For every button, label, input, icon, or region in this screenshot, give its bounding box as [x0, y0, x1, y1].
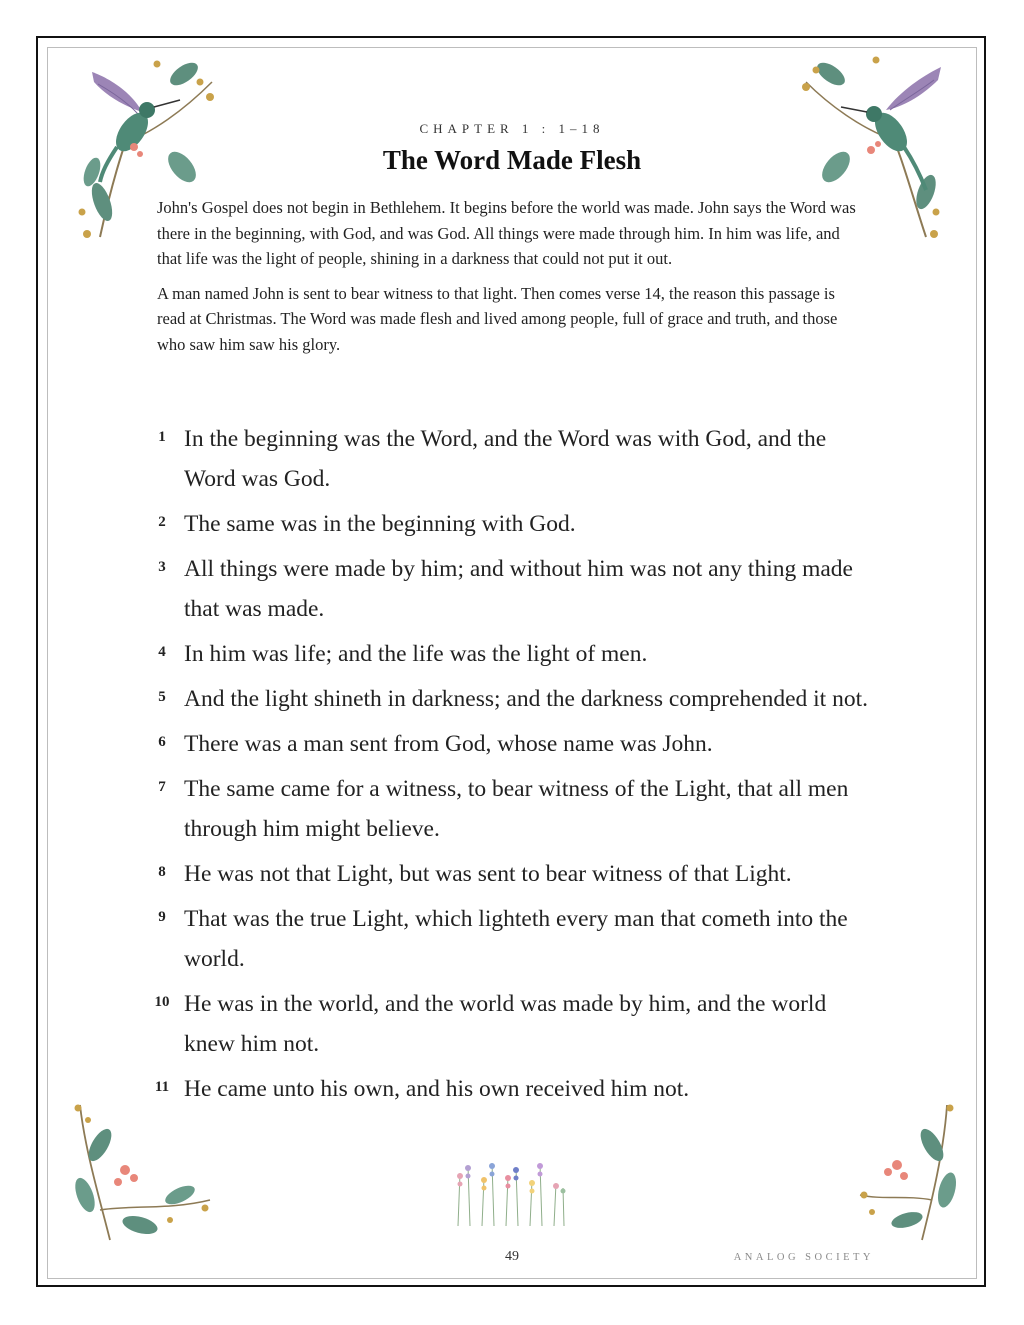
verse-number: 5 [158, 689, 166, 705]
footer-brand: ANALOG SOCIETY [733, 1252, 874, 1263]
wildflowers-icon [448, 1158, 573, 1228]
verse-item [140, 1069, 880, 1109]
page-title: The Word Made Flesh [382, 145, 642, 175]
chapter-label: CHAPTER 1 : 1–18 [419, 121, 605, 136]
verse-number: 2 [158, 514, 166, 530]
verse-text: He was not that Light, but was sent to bear witness of that Light. [184, 861, 792, 887]
page-number: 49 [505, 1249, 519, 1264]
verse-item [140, 724, 880, 764]
verse-item [140, 419, 880, 499]
verse-number: 3 [158, 559, 166, 575]
verse-number: 11 [154, 1079, 170, 1095]
verse-item [140, 679, 880, 719]
verse-number: 1 [158, 429, 166, 445]
intro-section [157, 195, 867, 366]
verse-text: The same was in the beginning with God. [184, 511, 576, 537]
verse-text: He was in the world, and the world was made by him, and the world knew him not. [184, 991, 827, 1057]
verse-text: All things were made by him; and without him was not any thing made that was made. [184, 556, 853, 622]
verse-text: In the beginning was the Word, and the Word was with God, and the Word was God. [184, 426, 827, 492]
verse-text: The same came for a witness, to bear witness of the Light, that all men through him might believe. [184, 776, 849, 842]
verse-number: 6 [158, 734, 166, 750]
verse-item [140, 769, 880, 849]
intro-paragraph: A man named John is sent to bear witness to that light. Then comes verse 14, the reason this passage is read at Christmas. The Word was made flesh and lived among people, full of grace and truth, and those who saw him saw his glory. [157, 283, 838, 354]
intro-paragraph: John's Gospel does not begin in Bethlehem. It begins before the world was made. John says the Word was there in the beginning, with God, and was God. All things were made through him. In him was life, and that life was the light of people, shining in a darkness that could not put it out. [157, 198, 856, 268]
verse-item [140, 984, 880, 1064]
verse-item [140, 504, 880, 544]
verse-number: 8 [158, 864, 166, 880]
verse-item [140, 899, 880, 979]
verse-text: And the light shineth in darkness; and the darkness comprehended it not. [184, 686, 868, 712]
verse-item [140, 634, 880, 674]
verse-text: In him was life; and the life was the light of men. [184, 641, 648, 667]
verse-number: 10 [154, 994, 170, 1010]
verse-number: 9 [158, 909, 166, 925]
verse-text: There was a man sent from God, whose name was John. [184, 731, 713, 757]
floral-branch-icon-bottom-right [852, 1100, 962, 1245]
verse-item [140, 854, 880, 894]
floral-branch-icon-bottom-left [70, 1100, 220, 1245]
verse-text: That was the true Light, which lighteth every man that cometh into the world. [184, 906, 848, 972]
verse-number: 7 [158, 779, 166, 795]
verse-list [140, 419, 880, 1114]
verse-item [140, 549, 880, 629]
verse-number: 4 [158, 644, 166, 660]
verse-text: He came unto his own, and his own received him not. [184, 1076, 690, 1102]
